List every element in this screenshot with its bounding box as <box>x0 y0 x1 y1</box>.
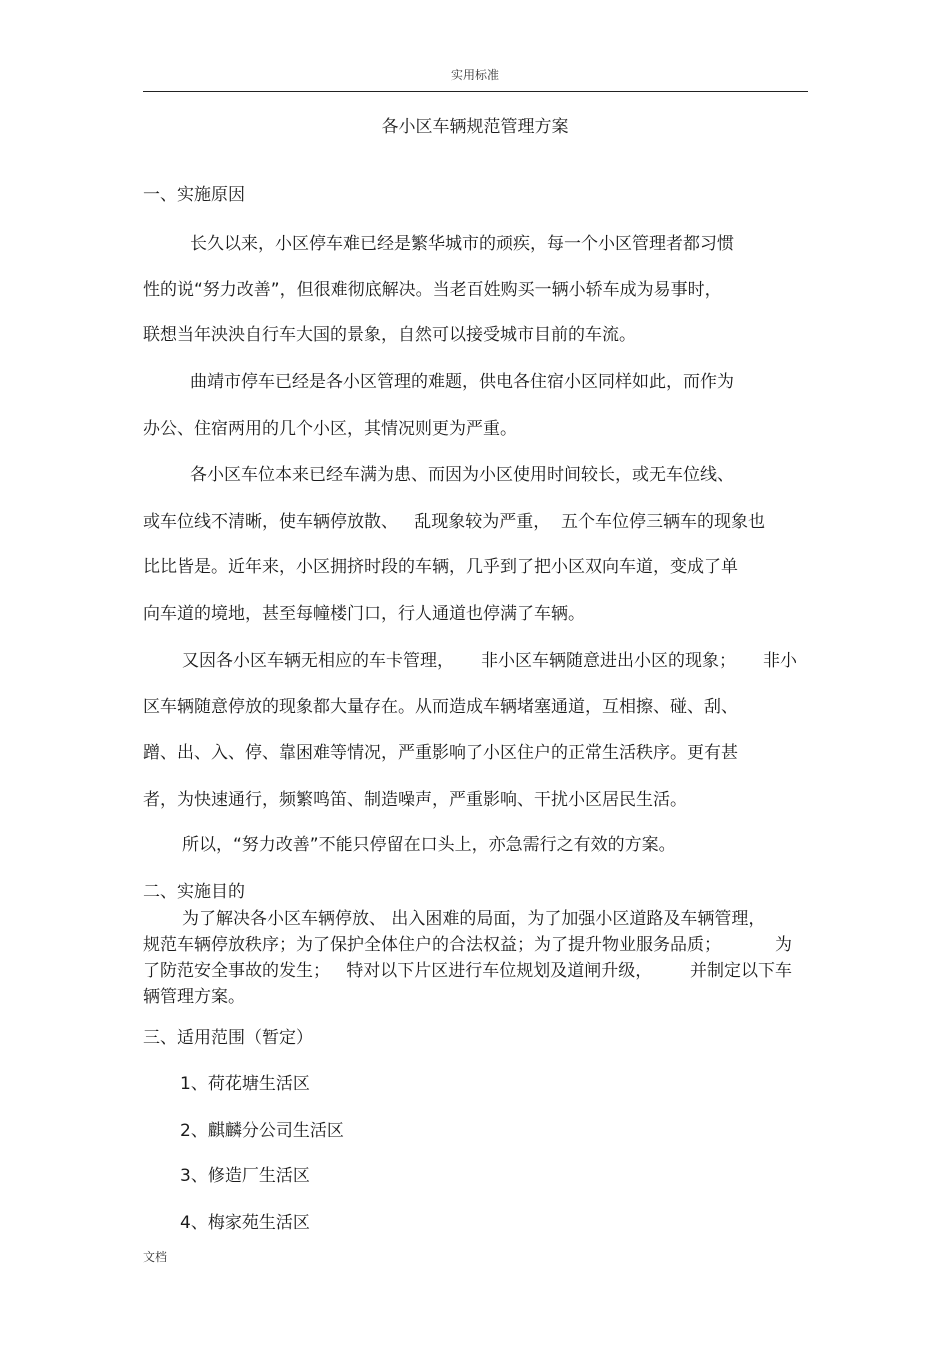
paragraph-line: 性的说“努力改善”，但很难彻底解决。当老百姓购买一辆小轿车成为易事时， <box>143 280 722 300</box>
paragraph-line: 比比皆是。近年来，小区拥挤时段的车辆，几乎到了把小区双向车道，变成了单 <box>143 557 738 577</box>
paragraph-line: 又因各小区车辆无相应的车卡管理， 非小区车辆随意进出小区的现象； 非小 <box>182 651 798 671</box>
section-3-heading: 三、适用范围（暂定） <box>143 1028 313 1048</box>
paragraph-line: 联想当年泱泱自行车大国的景象，自然可以接受城市目前的车流。 <box>143 325 636 345</box>
paragraph-line: 办公、住宿两用的几个小区，其情况则更为严重。 <box>143 419 517 439</box>
page-header: 实用标准 <box>450 68 499 82</box>
paragraph-line: 各小区车位本来已经车满为患、而因为小区使用时间较长，或无车位线、 <box>190 465 734 485</box>
paragraph-line: 向车道的境地，甚至每幢楼门口，行人通道也停满了车辆。 <box>143 604 585 624</box>
paragraph-line: 为了解决各小区车辆停放、 出入困难的局面，为了加强小区道路及车辆管理， <box>182 909 766 929</box>
list-item: 3、修造厂生活区 <box>180 1166 310 1186</box>
paragraph-line: 区车辆随意停放的现象都大量存在。从而造成车辆堵塞通道，互相擦、碰、刮、 <box>143 697 738 717</box>
paragraph-line: 辆管理方案。 <box>143 987 245 1007</box>
page-footer: 文档 <box>143 1250 168 1264</box>
section-1-heading: 一、实施原因 <box>143 185 245 205</box>
section-2-heading: 二、实施目的 <box>143 882 245 902</box>
document-title: 各小区车辆规范管理方案 <box>381 117 569 137</box>
paragraph-line: 蹭、出、入、停、靠困难等情况，严重影响了小区住户的正常生活秩序。更有甚 <box>143 743 738 763</box>
paragraph-line: 了防范安全事故的发生； 特对以下片区进行车位规划及道闸升级， 并制定以下车 <box>143 961 793 981</box>
list-item: 2、麒麟分公司生活区 <box>180 1121 344 1141</box>
header-rule <box>143 91 808 92</box>
paragraph-line: 者，为快速通行，频繁鸣笛、制造噪声，严重影响、干扰小区居民生活。 <box>143 790 687 810</box>
paragraph-line: 或车位线不清晰，使车辆停放散、 乱现象较为严重， 五个车位停三辆车的现象也 <box>143 512 766 532</box>
paragraph-line: 所以，“努力改善”不能只停留在口头上，亦急需行之有效的方案。 <box>182 835 676 855</box>
paragraph-line: 长久以来，小区停车难已经是繁华城市的顽疾，每一个小区管理者都习惯 <box>190 234 734 254</box>
paragraph-line: 规范车辆停放秩序；为了保护全体住户的合法权益；为了提升物业服务品质； 为 <box>143 935 793 955</box>
list-item: 4、梅家苑生活区 <box>180 1213 310 1233</box>
list-item: 1、荷花塘生活区 <box>180 1074 310 1094</box>
paragraph-line: 曲靖市停车已经是各小区管理的难题，供电各住宿小区同样如此，而作为 <box>190 372 734 392</box>
